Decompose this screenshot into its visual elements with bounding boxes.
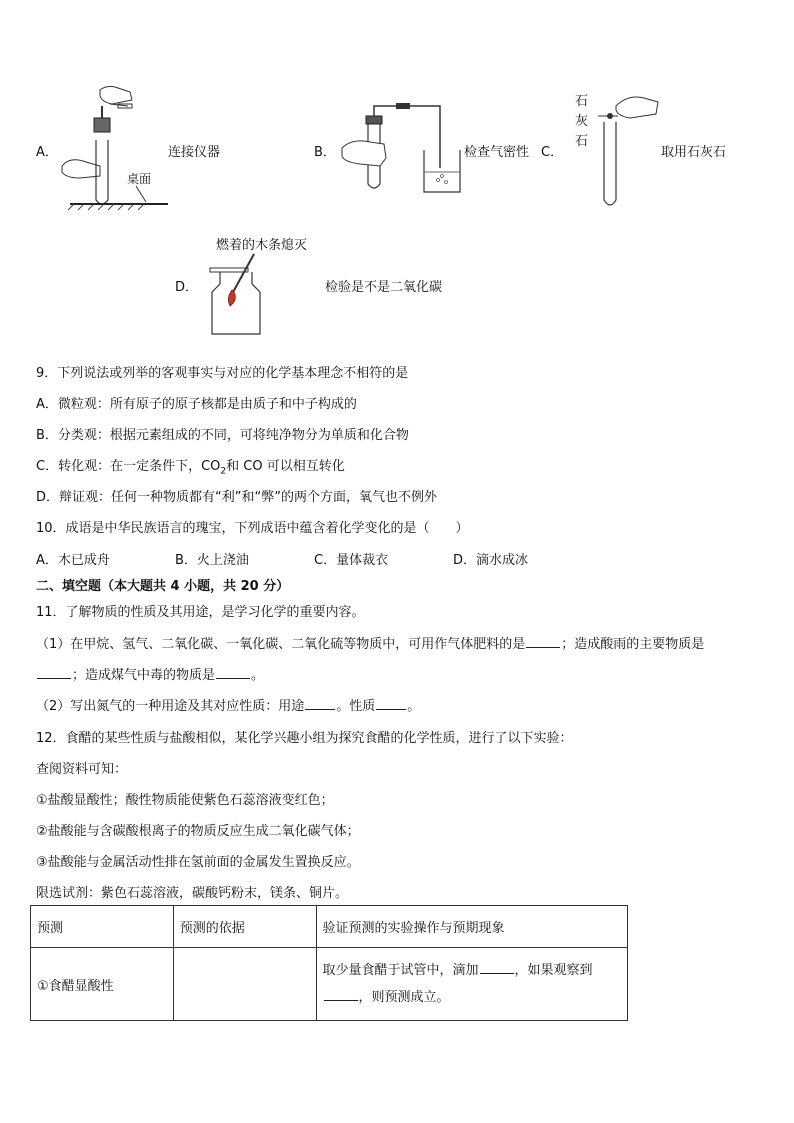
- q12-reagents: 限选试剂：紫色石蕊溶液，碳酸钙粉末，镁条、铜片。: [36, 886, 349, 901]
- q9-c-sub: 2: [220, 466, 227, 477]
- option-a-letter: A．: [36, 145, 58, 160]
- section-heading: 二、填空题（本大题共 4 小题，共 20 分）: [36, 579, 290, 594]
- answer-blank[interactable]: [37, 666, 71, 679]
- option-c-vertical-label: [575, 92, 588, 152]
- option-d-label: 检验是不是二氧化碳: [325, 280, 443, 295]
- q11-p1-d: 。: [251, 668, 265, 683]
- q12-info: 查阅资料可知：: [36, 762, 128, 777]
- q9-option-c: [36, 455, 345, 477]
- vertical-char: 石: [575, 134, 589, 149]
- q11-part2: [36, 695, 420, 714]
- figure-airtight-check: [340, 98, 462, 198]
- q11-p2-c: 。: [407, 699, 421, 714]
- option-c-label: 取用石灰石: [661, 145, 727, 160]
- q11-p2-a: （2）写出氮气的一种用途及其对应性质：用途: [36, 699, 305, 714]
- q12-info-3: ③盐酸能与金属活动性排在氢前面的金属发生置换反应。: [36, 855, 360, 870]
- table-header-cell: 验证预测的实验操作与预期现象: [316, 906, 628, 948]
- q10-option-c: C．量体裁衣: [314, 553, 389, 568]
- q9-option-d: D．辩证观：任何一种物质都有“利”和“弊”的两个方面，氧气也不例外: [36, 490, 437, 505]
- table-header-row: [31, 906, 628, 948]
- answer-blank[interactable]: [376, 697, 406, 710]
- q11-p2-b: 。性质: [336, 699, 376, 714]
- q9-stem: 9．下列说法或列举的客观事实与对应的化学基本理念不相符的是: [36, 366, 409, 381]
- op-text-b: ，如果观察到: [514, 963, 593, 978]
- table-cell-basis: [173, 948, 316, 1021]
- answer-blank[interactable]: [216, 666, 250, 679]
- option-d-caption: 燃着的木条熄灭: [216, 238, 308, 253]
- q11-part1-line2: [36, 664, 264, 683]
- table-cell-operation: [316, 948, 628, 1021]
- q12-stem: 12．食醋的某些性质与盐酸相似，某化学兴趣小组为探究食醋的化学性质，进行了以下实验：: [36, 731, 573, 746]
- option-d-letter: D．: [175, 280, 199, 295]
- table-cell-prediction: ①食醋显酸性: [31, 948, 174, 1021]
- q11-p1-b: ；造成酸雨的主要物质是: [561, 637, 705, 652]
- option-b-label: 检查气密性: [464, 145, 530, 160]
- q12-info-1: ①盐酸显酸性；酸性物质能使紫色石蕊溶液变红色；: [36, 793, 334, 808]
- figure-take-limestone: [594, 92, 660, 212]
- q10-stem: 10．成语是中华民族语言的瑰宝，下列成语中蕴含着化学变化的是（ ）: [36, 521, 469, 536]
- table-header-cell: 预测的依据: [173, 906, 316, 948]
- answer-blank[interactable]: [526, 635, 560, 648]
- q9-c-pre: C．转化观：在一定条件下，CO: [36, 459, 221, 474]
- q11-p1-c: ；造成煤气中毒的物质是: [72, 668, 216, 683]
- vertical-char: 灰: [575, 114, 589, 129]
- answer-blank[interactable]: [305, 697, 335, 710]
- answer-blank[interactable]: [324, 988, 358, 1001]
- option-a-label: 连接仪器: [168, 145, 221, 160]
- q9-c-post: 和 CO 可以相互转化: [226, 459, 345, 474]
- q11-p1-a: （1）在甲烷、氢气、二氧化碳、一氧化碳、二氧化硫等物质中，可用作气体肥料的是: [36, 637, 526, 652]
- answer-blank[interactable]: [480, 961, 514, 974]
- q10-option-a: A．木已成舟: [36, 553, 110, 568]
- q12-info-2: ②盐酸能与含碳酸根离子的物质反应生成二氧化碳气体；: [36, 824, 360, 839]
- q11-stem: 11．了解物质的性质及其用途，是学习化学的重要内容。: [36, 605, 365, 620]
- table-row: [31, 948, 628, 1021]
- vertical-char: 石: [575, 94, 589, 109]
- table-label: 桌面: [127, 172, 152, 186]
- op-text-a: 取少量食醋于试管中，滴加: [322, 963, 479, 978]
- option-c-letter: C．: [541, 145, 564, 160]
- q10-option-d: D．滴水成冰: [453, 553, 529, 568]
- figure-connect-apparatus: [60, 82, 170, 214]
- q9-option-b: B．分类观：根据元素组成的不同，可将纯净物分为单质和化合物: [36, 428, 409, 443]
- op-text-c: ，则预测成立。: [358, 990, 450, 1005]
- q11-part1-line1: [36, 633, 704, 652]
- table-header-cell: 预测: [31, 906, 174, 948]
- q9-option-a: A．微粒观：所有原子的原子核都是由质子和中子构成的: [36, 397, 357, 412]
- q10-option-b: B．火上浇油: [175, 553, 249, 568]
- figure-gas-bottle-splint: [208, 250, 268, 338]
- option-b-letter: B．: [314, 145, 336, 160]
- experiment-table: [30, 905, 628, 1021]
